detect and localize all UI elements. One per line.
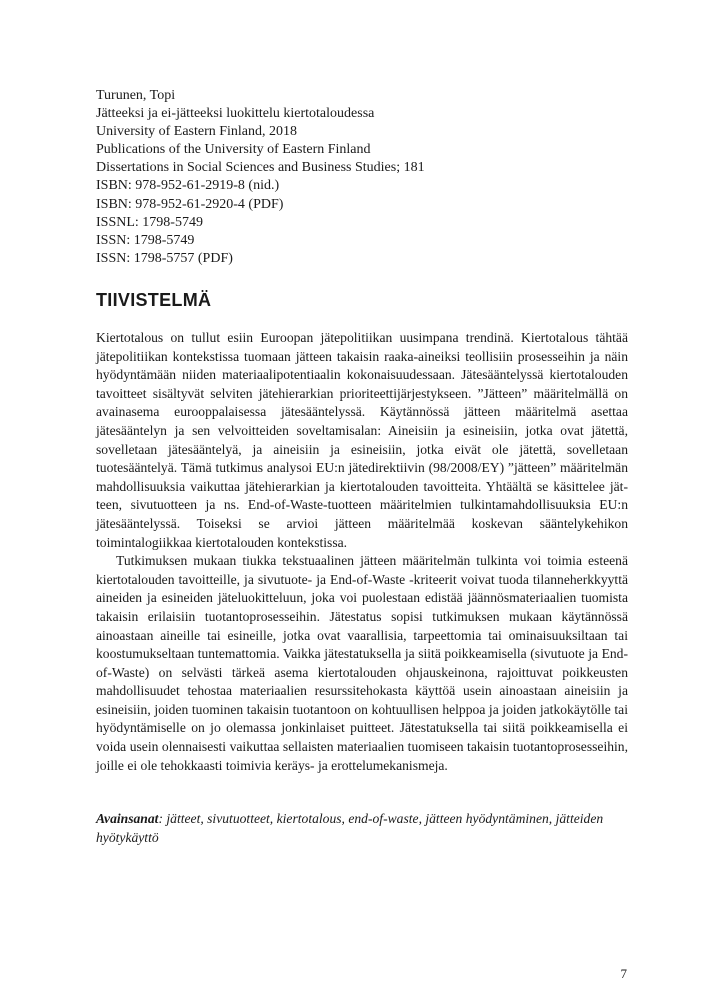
section-heading: TIIVISTELMÄ	[96, 290, 212, 310]
title-line: Jätteeksi ja ei-jätteeksi luokittelu kiertotaloudessa	[96, 106, 375, 122]
abstract-paragraph: Kiertotalous on tullut esiin Euroopan jätepolitiikan uusimpana trendinä. Kiertotalous tähtää jätepolitiikan kontekstissa tuomaan jätteen takaisin raaka-aineiksi teollisiin prosesseihin ja näin hyödyntämään niiden materiaalipotentiaalin kokonaisuudessaan. Jätesääntelyssä kiertotalouden tavoitteet sisältyvät selviten jätehierarkian prioriteettijärjestykseen. ”Jätteen” määritelmällä on avainasema eurooppalaisessa jätesääntelyssä. Käytännössä jätteen määritelmä asettaa jätesääntelyn ja sen velvoitteiden soveltamisalan: Aineisiin ja esineisiin, jotka ovat jätettä, sovelletaan jätesääntelyä, ja aineisiin ja esineisiin, jotka eivät ole jätettä, sovelletaan tuotesääntelyä. Tämä tutkimus analysoi EU:n jätedirektiivin (98/2008/EY) ”jätteen” määritelmän mahdollisuuksia vaikuttaa jätehierarkian ja kiertotalouden tavoitteita. Yhtäältä se käsittelee jätteen, sivutuotteen ja ns. End-of-Waste-tuotteen määritelmien tulkintamahdollisuuksia EU:n jätesääntelyssä. Toiseksi se arvioi jätteen määritelmää koskevan sääntelykehikon toimintalogiikkaa kiertotalouden kontekstissa.	[96, 330, 628, 550]
dissertation-series-line: Dissertations in Social Sciences and Business Studies; 181	[96, 160, 425, 176]
issnl-line: ISSNL: 1798-5749	[96, 214, 203, 230]
keywords-text: : jätteet, sivutuotteet, kiertotalous, end-of-waste, jätteen hyödyntäminen, jätteiden hyötykäyttö	[96, 811, 604, 845]
author-line: Turunen, Topi	[96, 88, 176, 103]
publication-series-line: Publications of the University of Eastern Finland	[96, 142, 371, 158]
keywords-label: Avainsanat	[96, 811, 159, 826]
isbn-pdf-line: ISBN: 978-952-61-2920-4 (PDF)	[96, 196, 284, 212]
issn-pdf-line: ISSN: 1798-5757 (PDF)	[96, 250, 233, 266]
isbn-print-line: ISBN: 978-952-61-2919-8 (nid.)	[96, 178, 280, 194]
university-line: University of Eastern Finland, 2018	[96, 124, 298, 140]
keywords	[96, 810, 628, 847]
bibliographic-info	[96, 87, 636, 268]
issn-line: ISSN: 1798-5749	[96, 232, 195, 248]
page-number: 7	[620, 966, 627, 981]
abstract-paragraph: Tutkimuksen mukaan tiukka tekstuaalinen jätteen määritelmän tulkinta voi toimia esteenä kiertotalouden tavoitteille, ja sivutuote- ja End-of-Waste -kriteerit voivat tuoda tilanneherkkyyttä aineiden ja esineiden jäteluokitteluun, joka voi puolestaan edistää jäännösmateriaalien tuomista takaisin erilaisiin tuotantoprosesseihin. Jätestatus sopisi tutkimuksen mukaan käytännössä ainoastaan aineille tai esineille, jotka ovat vaarallisia, tarpeettomia tai ominaisuuksiltaan tai koostumukseltaan tuntemattomia. Vaikka jätestatuksella ja siitä poikkeamisella (sivutuote ja End-of-Waste) on selvästi tärkeä asema kiertotalouden ohjauskeinona, rajoittuvat poikkeusten mahdollisuudet tehostaa materiaalien resurssitehokasta käyttöä usein ainoastaan aineisiin ja esineisiin, joiden tuominen takaisin tuotantoon on kohtuullisen helppoa ja joiden jatkokäytölle tai hyödyntämiselle on jo olemassa jonkinlaiset puitteet. Jätestatuksella tai siitä poikkeamisella ei voida usein olennaisesti vaikuttaa sellaisten materiaalien tuomiseen takaisin tuotantoprosesseihin, joille ei ole tehokkaasti toimivia keräys- ja erottelumekanismeja.	[96, 553, 628, 773]
abstract-body	[96, 329, 628, 775]
